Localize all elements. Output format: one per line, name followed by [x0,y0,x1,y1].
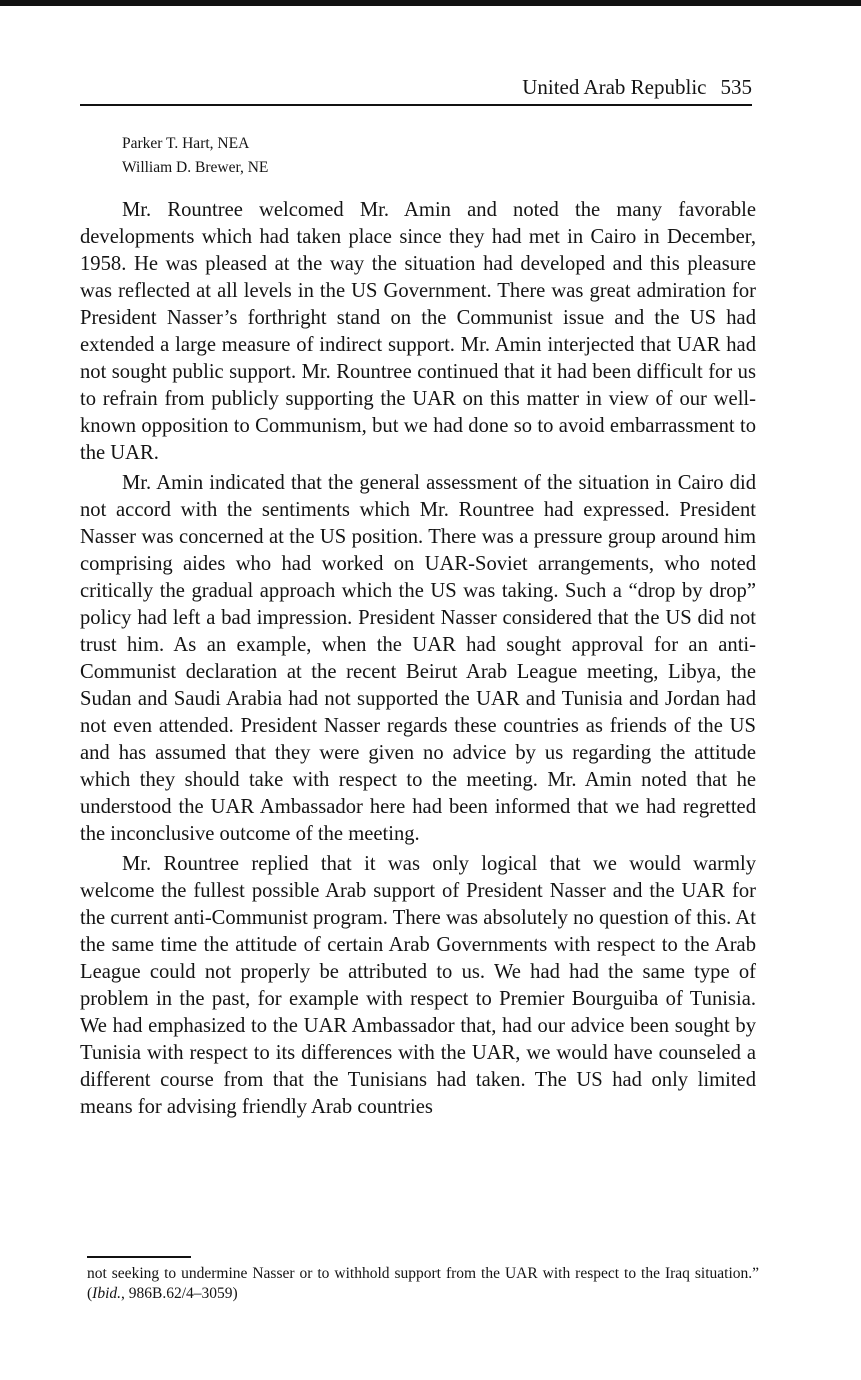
footnote-rule [87,1256,191,1258]
footnote-citation: , 986B.62/4–3059) [121,1285,238,1302]
participant: Parker T. Hart, NEA [122,135,250,152]
header-text [522,75,752,100]
participants-list [122,132,268,180]
header-rule [80,104,752,106]
page-number: 535 [720,75,752,99]
running-header [80,76,752,104]
body-text [80,197,756,1124]
footnote-source: Ibid. [92,1285,122,1302]
paragraph: Mr. Amin indicated that the general assessment of the situation in Cairo did not accord with the sentiments which Mr. Rountree had expressed. President Nasser was concerned at the US position. There was a pressure group around him comprising aides who had worked on UAR-Soviet arrangements, who noted critically the gradual approach which the US was taking. Such a “drop by drop” policy had left a bad impression. President Nasser considered that the US did not trust him. As an example, when the UAR had sought approval for an anti-Communist declaration at the recent Beirut Arab League meeting, Libya, the Sudan and Saudi Arabia had not supported the UAR and Tunisia and Jordan had not even attended. President Nasser regards these countries as friends of the US and has assumed that they were given no advice by us regarding the attitude which they should take with respect to the meeting. Mr. Amin noted that he understood the UAR Ambassador here had been informed that we had regretted the inconclusive outcome of the meeting. [80,472,756,845]
header-title: United Arab Republic [522,75,707,99]
footnote-text: not seeking to undermine Nasser or to withhold support from the UAR with respect to the Iraq situation.” ( [87,1265,759,1302]
paragraph: Mr. Rountree welcomed Mr. Amin and noted the many favorable developments which had taken place since they had met in Cairo in December, 1958. He was pleased at the way the situation had developed and this pleasure was reflected at all levels in the US Government. There was great admiration for President Nasser’s forthright stand on the Communist issue and the US had extended a large measure of indirect support. Mr. Amin interjected that UAR had not sought public support. Mr. Rountree continued that it had been difficult for us to refrain from publicly supporting the UAR on this matter in view of our well-known opposition to Communism, but we had done so to avoid embarrassment to the UAR. [80,199,756,464]
paragraph: Mr. Rountree replied that it was only logical that we would warmly welcome the fullest possible Arab support of President Nasser and the UAR for the current anti-Communist program. There was absolutely no question of this. At the same time the attitude of certain Arab Governments with respect to the Arab League could not properly be attributed to us. We had had the same type of problem in the past, for example with respect to Premier Bourguiba of Tunisia. We had emphasized to the UAR Ambassador that, had our advice been sought by Tunisia with respect to its differences with the UAR, we would have counseled a different course from that the Tunisians had taken. The US had only limited means for advising friendly Arab countries [80,853,756,1118]
page-top-edge [0,0,861,6]
footnote [87,1264,759,1304]
participant: William D. Brewer, NE [122,159,269,176]
